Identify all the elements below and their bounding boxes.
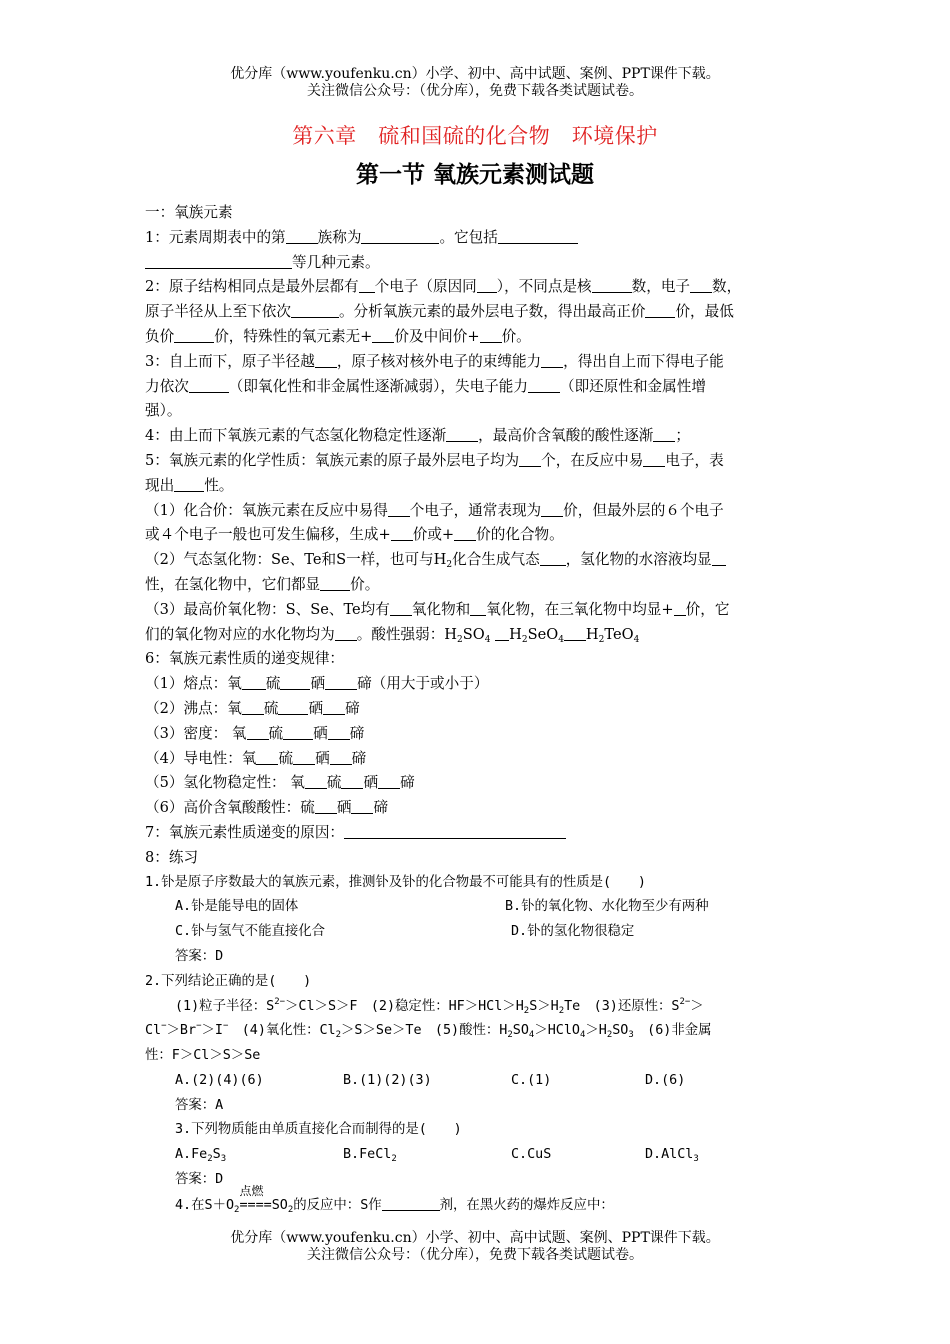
text-line: 或４个电子一般也可发生偏移，生成+ 价或+ 价的化合物。 <box>145 523 813 548</box>
question-2-line: (1)粒子半径：$S^{2-}>Cl>S>F$ (2)稳定性：$HF>HCl>H_2S>H_2Te$ (3)还原性：$S^{2-}>$ <box>175 996 704 1016</box>
question-4: 4.在$S+O_2$ 点燃 $====SO_2$的反应中：S作 剂，在黑火药的爆炸反应中： <box>145 1193 813 1218</box>
question-1: 1.钋是原子序数最大的氧族元素，推测钋及钋的化合物最不可能具有的性质是( ) <box>145 874 646 890</box>
blank <box>359 275 375 293</box>
blank <box>454 523 476 541</box>
blank <box>541 350 563 368</box>
page-header <box>0 66 950 100</box>
footer-line-2: 关注微信公众号：（优分库），免费下载各类试题试卷。 <box>307 1247 643 1263</box>
option-d: D.(6) <box>645 1072 686 1088</box>
option-c: C.CuS <box>511 1147 552 1163</box>
blank <box>372 325 394 343</box>
text-line: （2）气态氢化物：Se、Te和S一样，也可与$H_2$化合生成气态 ，氢化物的水溶液均显 <box>145 548 813 573</box>
answer: 答案：A <box>175 1097 224 1113</box>
blank <box>391 523 413 541</box>
blank <box>256 747 278 765</box>
blank <box>470 598 486 616</box>
blank <box>378 771 400 789</box>
blank <box>242 697 264 715</box>
header-line-2: 关注微信公众号：（优分库），免费下载各类试题试卷。 <box>307 83 643 99</box>
text-line: 现出 性。 <box>145 474 813 499</box>
option-b: B.钋的氧化物、水化物至少有两种 <box>505 899 709 915</box>
text-line: 等几种元素。 <box>145 251 813 276</box>
blank <box>242 672 266 690</box>
blank <box>446 424 478 442</box>
text-line: 力依次 （即氧化性和非金属性逐渐减弱），失电子能力 （即还原性和金属性增 <box>145 375 813 400</box>
text-line: （1）化合价：氧族元素在反应中易得 个电子，通常表现为 价，但最外层的６个电子 <box>145 499 813 524</box>
blank <box>361 226 439 244</box>
blank <box>674 598 686 616</box>
blank <box>643 449 665 467</box>
footer-line-1: 优分库（www.youfenku.cn）小学、初中、高中试题、案例、PPT课件下载。 <box>230 1230 720 1246</box>
blank <box>540 548 566 566</box>
blank <box>305 771 327 789</box>
blank <box>645 300 675 318</box>
text-line: 1：元素周期表中的第 族称为 。它包括 <box>145 226 813 251</box>
blank <box>315 796 337 814</box>
reaction-arrow: 点燃 ====SO <box>239 1183 288 1213</box>
blank <box>293 747 315 765</box>
blank <box>382 1193 440 1211</box>
question-1-options-cd <box>145 920 813 945</box>
question-3: 3.下列物质能由单质直接化合而制得的是( ) <box>175 1122 462 1138</box>
option-b: B.FeCl$_2$ <box>343 1147 397 1165</box>
option-d: D.AlCl$_3$ <box>645 1147 699 1165</box>
text-line: 6：氧族元素性质的递变规律： <box>145 650 345 668</box>
blank <box>320 573 350 591</box>
blank <box>712 548 726 566</box>
blank <box>280 672 310 690</box>
blank <box>283 722 313 740</box>
option-a: A.钋是能导电的固体 <box>175 899 299 915</box>
blank <box>498 226 578 244</box>
text-line: 一：氧族元素 <box>145 204 233 221</box>
blank <box>592 275 632 293</box>
blank <box>495 623 509 641</box>
blank <box>690 275 712 293</box>
blank <box>528 375 560 393</box>
option-a: $A.Fe_2S_3$ <box>175 1147 227 1165</box>
blank <box>477 275 497 293</box>
option-b: B.(1)(2)(3) <box>343 1072 432 1088</box>
text-line: 强）。 <box>145 402 182 420</box>
blank <box>480 325 502 343</box>
blank <box>174 474 204 492</box>
text-line: 们的氧化物对应的水化物均为 。酸性强弱：$H_2SO_4$ $H_2SeO_4$ $H_2TeO_4$ <box>145 623 813 648</box>
document-body <box>145 201 813 1218</box>
text-line: 7：氧族元素性质递变的原因： <box>145 821 813 846</box>
blank <box>247 722 269 740</box>
blank <box>291 300 339 318</box>
text-line: （3）最高价氧化物：S、Se、Te均有 氧化物和 氧化物，在三氧化物中均显+ 价，它 <box>145 598 813 623</box>
text-line: 8：练习 <box>145 848 199 866</box>
question-2-line: Cl−＞Br−＞I− (4)氧化性：$Cl_2>S>Se>Te$ (5)酸性：$H_2SO_4>HClO_4>H_2SO_3$ (6)非金属 <box>145 1021 712 1041</box>
text-line: 性，在氢化物中，它们都显 价。 <box>145 573 813 598</box>
option-c: C.(1) <box>511 1072 552 1088</box>
text-line: 2：原子结构相同点是最外层都有 个电子（原因同 ），不同点是核 数，电子 数， <box>145 275 813 300</box>
question-2-line: 性：F＞Cl＞S＞Se <box>145 1048 261 1064</box>
blank <box>564 623 586 641</box>
blank <box>315 350 337 368</box>
blank <box>189 375 229 393</box>
blank <box>145 251 292 269</box>
text-line: 3：自上而下，原子半径越 ，原子核对核外电子的束缚能力 ，得出自上而下得电子能 <box>145 350 813 375</box>
question-3-options <box>145 1143 813 1168</box>
blank <box>390 598 412 616</box>
question-2-options <box>145 1069 813 1094</box>
text-line: （3）密度： 氧 硫 硒 碲 <box>145 722 813 747</box>
blank <box>388 499 410 517</box>
option-d: D.钋的氢化物很稳定 <box>511 924 635 940</box>
text-line: 4：由上而下氧族元素的气态氢化物稳定性逐渐 ，最高价含氧酸的酸性逐渐 ； <box>145 424 813 449</box>
blank <box>278 697 308 715</box>
answer: 答案：D <box>175 1172 224 1188</box>
blank <box>330 747 352 765</box>
text-line: （5）氢化物稳定性： 氧 硫 硒 碲 <box>145 771 813 796</box>
blank <box>325 672 357 690</box>
header-line-1: 优分库（www.youfenku.cn）小学、初中、高中试题、案例、PPT课件下载。 <box>230 66 720 82</box>
blank <box>341 771 363 789</box>
text-line: （4）导电性：氧 硫 硒 碲 <box>145 747 813 772</box>
page-footer <box>0 1230 950 1264</box>
blank <box>323 697 345 715</box>
text-line: 负价 价，特殊性的氧元素无+ 价及中间价+ 价。 <box>145 325 813 350</box>
blank <box>344 821 566 839</box>
section-title: 第一节 氧族元素测试题 <box>355 162 594 188</box>
chapter-title: 第六章 硫和国硫的化合物 环境保护 <box>292 124 658 148</box>
blank <box>174 325 214 343</box>
text-line: 原子半径从上至下依次 。分析氧族元素的最外层电子数，得出最高正价 价，最低 <box>145 300 813 325</box>
text-line: （2）沸点：氧 硫 硒 碲 <box>145 697 813 722</box>
text-line: （6）高价含氧酸酸性：硫 硒 碲 <box>145 796 813 821</box>
blank <box>351 796 373 814</box>
blank <box>519 449 541 467</box>
text-line: （1）熔点：氧 硫 硒 碲（用大于或小于） <box>145 672 813 697</box>
blank <box>653 424 675 442</box>
question-1-options-ab <box>145 895 813 920</box>
answer: 答案：D <box>175 948 224 964</box>
blank <box>328 722 350 740</box>
question-2: 2.下列结论正确的是( ) <box>145 973 312 989</box>
option-c: C.钋与氢气不能直接化合 <box>175 924 326 940</box>
blank <box>335 623 357 641</box>
blank <box>541 499 563 517</box>
text-line: 5：氧族元素的化学性质：氧族元素的原子最外层电子均为 个，在反应中易 电子，表 <box>145 449 813 474</box>
blank <box>286 226 318 244</box>
option-a: A.(2)(4)(6) <box>175 1072 264 1088</box>
